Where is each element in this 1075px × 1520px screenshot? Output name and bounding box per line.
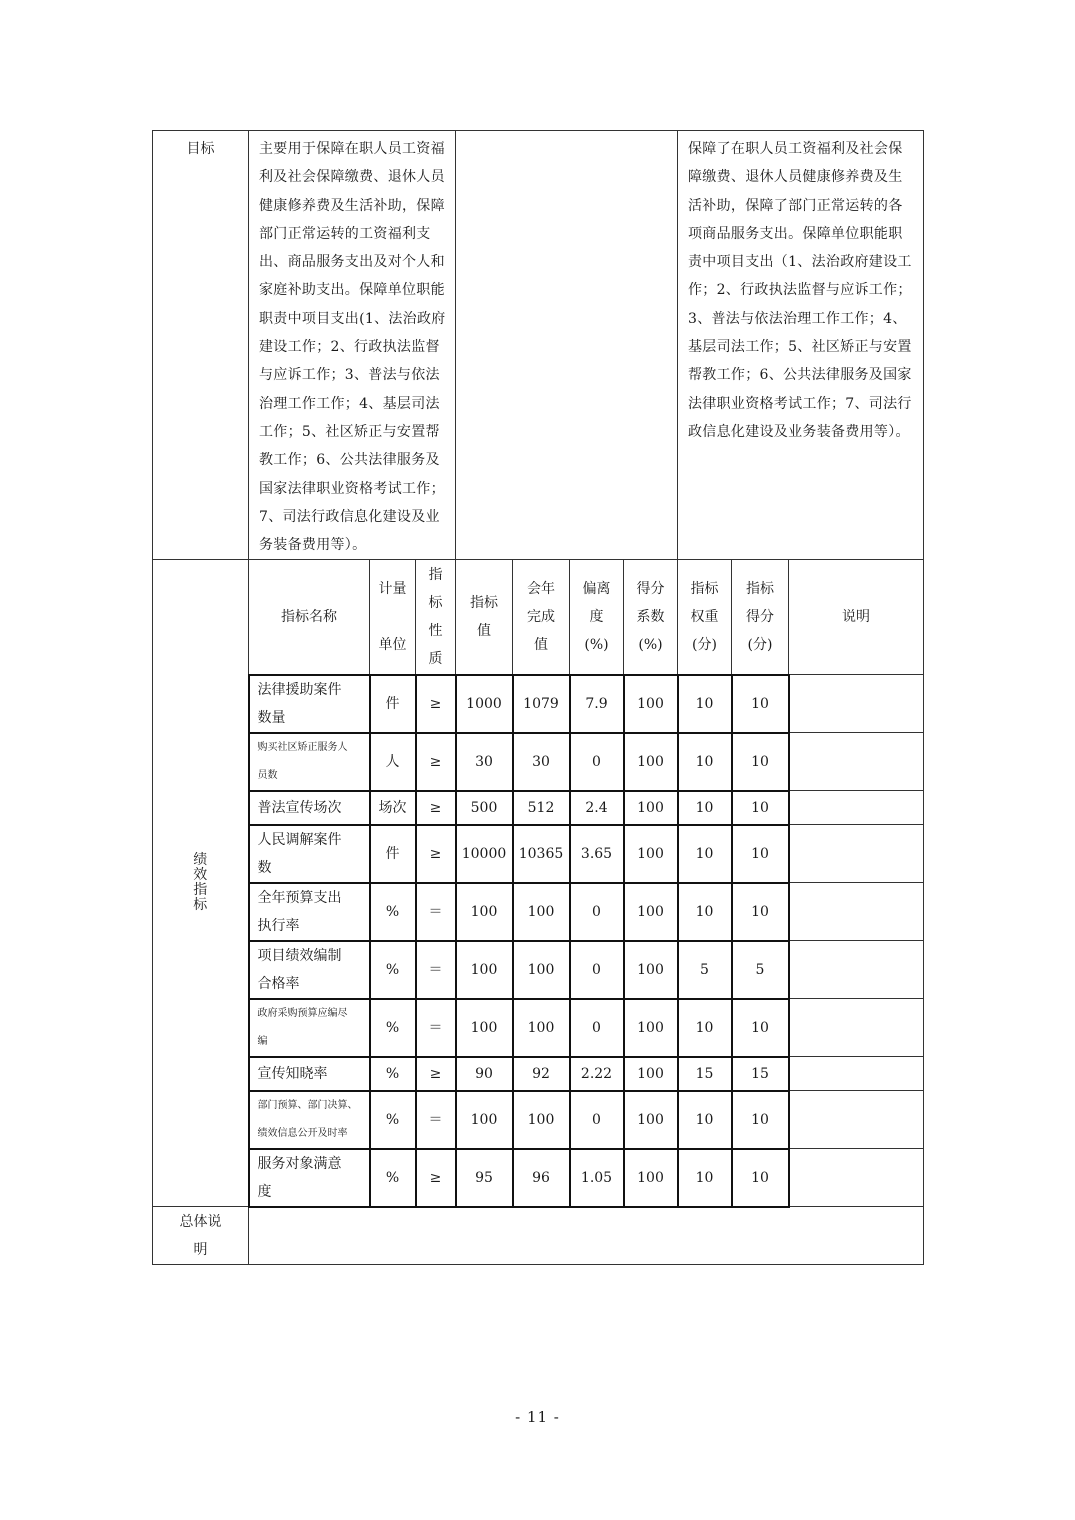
goal-planned-text: 主要用于保障在职人员工资福利及社会保障缴费、退休人员健康修养费及生活补助，保障部门正常运转的工资福利支出、商品服务支出及对个人和家庭补助支出。保障单位职能职责中项目支出(1、法治政府建设工作；2、行政执法监督与应诉工作；3、普法与依法治理工作工作；4、基层司法工作；5、社区矫正与安置帮教工作；6、公共法律服务及国家法律职业资格考试工作；7、司法行政信息化建设及业务装备费用等）。 bbox=[249, 131, 456, 560]
indicator-name: 部门预算、部门决算、 绩效信息公开及时率 bbox=[249, 1091, 370, 1149]
indicator-name: 人民调解案件 数 bbox=[249, 825, 370, 883]
indicator-name: 购买社区矫正服务人 员数 bbox=[249, 733, 370, 791]
indicator-nature: ＝ bbox=[416, 999, 456, 1057]
goal-row bbox=[153, 131, 924, 560]
goal-actual-text: 保障了在职人员工资福利及社会保障缴费、退休人员健康修养费及生活补助，保障了部门正常运转的各项商品服务支出。保障单位职能职责中项目支出（1、法治政府建设工作；2、行政执法监督与应诉工作；3、普法与依法治理工作工作；4、基层司法工作；5、社区矫正与安置帮教工作；6、公共法律服务及国家法律职业资格考试工作；7、司法行政信息化建设及业务装备费用等）。 bbox=[678, 131, 924, 560]
indicator-coefficient: 100 bbox=[624, 1149, 678, 1207]
indicator-unit: 场次 bbox=[370, 791, 416, 825]
header-weight: 指标 权重 (分) bbox=[678, 560, 732, 675]
indicator-actual: 10365 bbox=[513, 825, 570, 883]
indicator-note bbox=[789, 1057, 924, 1091]
indicator-unit: % bbox=[370, 941, 416, 999]
header-actual: 会年 完成 值 bbox=[513, 560, 570, 675]
indicator-nature: ≥ bbox=[416, 675, 456, 733]
header-name: 指标名称 bbox=[249, 560, 370, 675]
indicator-unit: % bbox=[370, 1091, 416, 1149]
indicator-unit: % bbox=[370, 1149, 416, 1207]
indicator-weight: 10 bbox=[678, 883, 732, 941]
table-row bbox=[153, 1149, 924, 1207]
goal-label: 目标 bbox=[153, 131, 249, 560]
indicator-note bbox=[789, 999, 924, 1057]
table-row bbox=[153, 941, 924, 999]
performance-table bbox=[152, 130, 924, 1265]
header-target: 指标 值 bbox=[456, 560, 513, 675]
indicator-note bbox=[789, 733, 924, 791]
indicator-weight: 15 bbox=[678, 1057, 732, 1091]
table-row bbox=[153, 791, 924, 825]
indicator-coefficient: 100 bbox=[624, 1057, 678, 1091]
indicator-deviation: 1.05 bbox=[570, 1149, 624, 1207]
indicator-note bbox=[789, 825, 924, 883]
table-row bbox=[153, 825, 924, 883]
indicator-note bbox=[789, 883, 924, 941]
indicator-weight: 10 bbox=[678, 825, 732, 883]
indicator-header-row bbox=[153, 560, 924, 675]
indicator-weight: 10 bbox=[678, 1091, 732, 1149]
indicator-unit: % bbox=[370, 1057, 416, 1091]
indicator-actual: 100 bbox=[513, 1091, 570, 1149]
indicator-score: 10 bbox=[732, 883, 789, 941]
header-score: 指标 得分 (分) bbox=[732, 560, 789, 675]
header-nature: 指 标 性 质 bbox=[416, 560, 456, 675]
indicator-nature: ≥ bbox=[416, 1057, 456, 1091]
indicator-nature: ≥ bbox=[416, 791, 456, 825]
indicator-coefficient: 100 bbox=[624, 883, 678, 941]
indicator-target: 90 bbox=[456, 1057, 513, 1091]
indicator-deviation: 0 bbox=[570, 1091, 624, 1149]
indicator-coefficient: 100 bbox=[624, 941, 678, 999]
indicator-weight: 10 bbox=[678, 999, 732, 1057]
table-row bbox=[153, 733, 924, 791]
indicator-deviation: 0 bbox=[570, 941, 624, 999]
indicator-unit: 件 bbox=[370, 675, 416, 733]
indicator-note bbox=[789, 675, 924, 733]
indicator-coefficient: 100 bbox=[624, 1091, 678, 1149]
indicator-note bbox=[789, 791, 924, 825]
indicator-score: 10 bbox=[732, 825, 789, 883]
indicator-nature: ＝ bbox=[416, 941, 456, 999]
indicator-target: 30 bbox=[456, 733, 513, 791]
indicator-weight: 10 bbox=[678, 675, 732, 733]
indicator-target: 1000 bbox=[456, 675, 513, 733]
indicator-name: 项目绩效编制 合格率 bbox=[249, 941, 370, 999]
indicator-name: 政府采购预算应编尽 编 bbox=[249, 999, 370, 1057]
indicator-name: 服务对象满意 度 bbox=[249, 1149, 370, 1207]
indicator-target: 100 bbox=[456, 883, 513, 941]
table-row bbox=[153, 675, 924, 733]
header-deviation: 偏离 度 (%) bbox=[570, 560, 624, 675]
indicator-deviation: 2.4 bbox=[570, 791, 624, 825]
indicator-weight: 10 bbox=[678, 1149, 732, 1207]
indicator-unit: % bbox=[370, 999, 416, 1057]
page-number: - 11 - bbox=[515, 1408, 560, 1426]
indicator-name: 全年预算支出 执行率 bbox=[249, 883, 370, 941]
indicator-deviation: 0 bbox=[570, 999, 624, 1057]
indicator-score: 10 bbox=[732, 1091, 789, 1149]
indicator-nature: ＝ bbox=[416, 883, 456, 941]
indicator-score: 10 bbox=[732, 675, 789, 733]
indicator-target: 95 bbox=[456, 1149, 513, 1207]
indicator-note bbox=[789, 1149, 924, 1207]
table-row bbox=[153, 999, 924, 1057]
indicator-score: 5 bbox=[732, 941, 789, 999]
indicator-unit: % bbox=[370, 883, 416, 941]
indicator-target: 100 bbox=[456, 941, 513, 999]
indicator-weight: 5 bbox=[678, 941, 732, 999]
indicator-unit: 件 bbox=[370, 825, 416, 883]
indicator-unit: 人 bbox=[370, 733, 416, 791]
indicator-note bbox=[789, 1091, 924, 1149]
table-row bbox=[153, 1091, 924, 1149]
table-row bbox=[153, 1057, 924, 1091]
indicator-weight: 10 bbox=[678, 733, 732, 791]
indicator-actual: 100 bbox=[513, 941, 570, 999]
indicator-actual: 100 bbox=[513, 883, 570, 941]
summary-text bbox=[249, 1207, 924, 1265]
indicator-coefficient: 100 bbox=[624, 791, 678, 825]
indicator-deviation: 3.65 bbox=[570, 825, 624, 883]
header-note: 说明 bbox=[789, 560, 924, 675]
indicator-deviation: 7.9 bbox=[570, 675, 624, 733]
indicator-deviation: 0 bbox=[570, 883, 624, 941]
indicator-score: 10 bbox=[732, 791, 789, 825]
indicator-actual: 100 bbox=[513, 999, 570, 1057]
header-coefficient: 得分 系数 (%) bbox=[624, 560, 678, 675]
indicator-coefficient: 100 bbox=[624, 999, 678, 1057]
indicator-coefficient: 100 bbox=[624, 733, 678, 791]
indicator-target: 100 bbox=[456, 999, 513, 1057]
indicator-score: 10 bbox=[732, 733, 789, 791]
indicator-deviation: 2.22 bbox=[570, 1057, 624, 1091]
indicator-name: 宣传知晓率 bbox=[249, 1057, 370, 1091]
indicator-actual: 96 bbox=[513, 1149, 570, 1207]
indicator-nature: ≥ bbox=[416, 825, 456, 883]
indicator-actual: 92 bbox=[513, 1057, 570, 1091]
indicator-coefficient: 100 bbox=[624, 825, 678, 883]
indicator-nature: ＝ bbox=[416, 1091, 456, 1149]
indicator-target: 500 bbox=[456, 791, 513, 825]
indicator-actual: 30 bbox=[513, 733, 570, 791]
indicator-nature: ≥ bbox=[416, 733, 456, 791]
indicator-deviation: 0 bbox=[570, 733, 624, 791]
indicator-nature: ≥ bbox=[416, 1149, 456, 1207]
indicator-note bbox=[789, 941, 924, 999]
indicator-coefficient: 100 bbox=[624, 675, 678, 733]
header-unit: 计量 单位 bbox=[370, 560, 416, 675]
indicator-weight: 10 bbox=[678, 791, 732, 825]
indicator-target: 100 bbox=[456, 1091, 513, 1149]
summary-label: 总体说 明 bbox=[153, 1207, 249, 1265]
indicator-score: 15 bbox=[732, 1057, 789, 1091]
indicator-actual: 512 bbox=[513, 791, 570, 825]
indicator-score: 10 bbox=[732, 1149, 789, 1207]
indicator-score: 10 bbox=[732, 999, 789, 1057]
indicator-category-label: 绩效指标 bbox=[153, 560, 249, 1207]
indicator-target: 10000 bbox=[456, 825, 513, 883]
indicator-actual: 1079 bbox=[513, 675, 570, 733]
goal-middle-cell bbox=[456, 131, 678, 560]
indicator-name: 普法宣传场次 bbox=[249, 791, 370, 825]
indicator-name: 法律援助案件 数量 bbox=[249, 675, 370, 733]
summary-row bbox=[153, 1207, 924, 1265]
table-row bbox=[153, 883, 924, 941]
